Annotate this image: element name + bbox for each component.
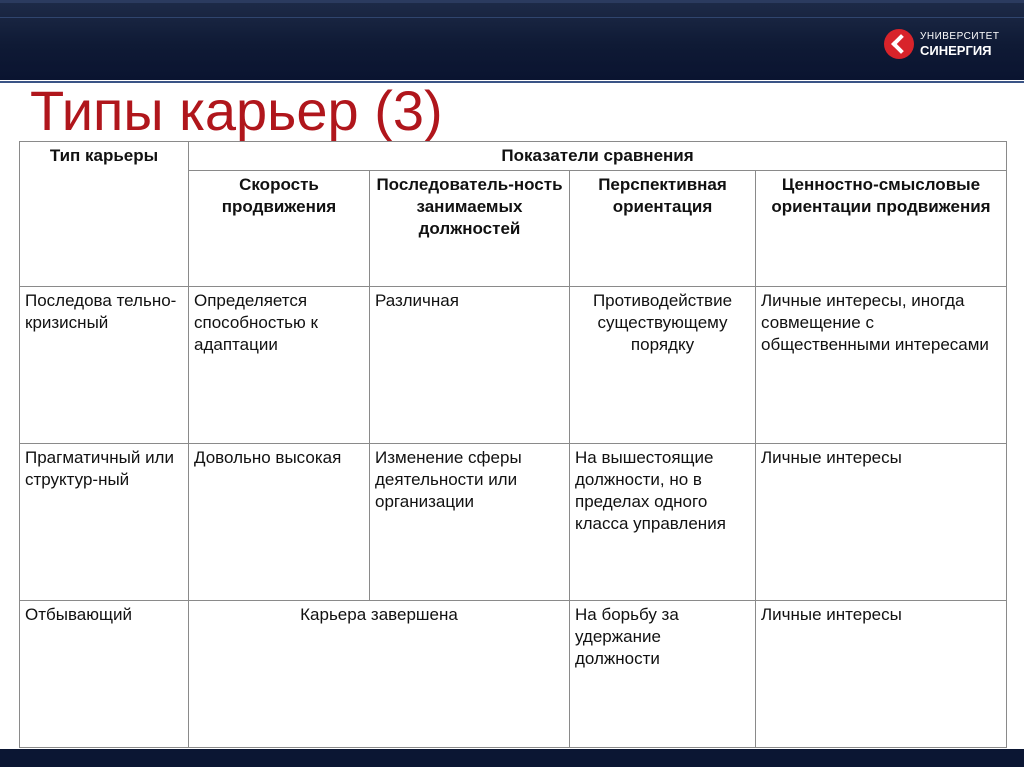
table-header-row bbox=[20, 142, 1007, 171]
cell-values: Личные интересы bbox=[756, 601, 1007, 748]
cell-speed-sequence: Карьера завершена bbox=[189, 601, 570, 748]
cell-type: Отбывающий bbox=[20, 601, 189, 748]
header-speed: Скорость продвижения bbox=[189, 171, 370, 287]
cell-perspective: На борьбу за удержание должности bbox=[570, 601, 756, 748]
cell-sequence: Различная bbox=[370, 287, 570, 444]
cell-values: Личные интересы bbox=[756, 444, 1007, 601]
table-row bbox=[20, 287, 1007, 444]
cell-values: Личные интересы, иногда совмещение с общественными интересами bbox=[756, 287, 1007, 444]
header-values: Ценностно-смысловые ориентации продвижения bbox=[756, 171, 1007, 287]
header-career-type: Тип карьеры bbox=[20, 142, 189, 287]
cell-speed: Довольно высокая bbox=[189, 444, 370, 601]
logo-line2: СИНЕРГИЯ bbox=[920, 42, 992, 58]
header-divider bbox=[0, 17, 1024, 18]
cell-type: Прагматичный или структур-ный bbox=[20, 444, 189, 601]
cell-perspective: На вышестоящие должности, но в пределах одного класса управления bbox=[570, 444, 756, 601]
header-comparison-indicators: Показатели сравнения bbox=[189, 142, 1007, 171]
table-row bbox=[20, 444, 1007, 601]
header-perspective: Перспективная ориентация bbox=[570, 171, 756, 287]
cell-type: Последова тельно-кризисный bbox=[20, 287, 189, 444]
cell-perspective: Противодействие существующему порядку bbox=[570, 287, 756, 444]
career-types-table bbox=[19, 141, 1007, 748]
synergy-logo-icon bbox=[884, 29, 914, 59]
header-sequence: Последователь-ность занимаемых должностей bbox=[370, 171, 570, 287]
logo-text bbox=[920, 32, 999, 57]
table-row bbox=[20, 601, 1007, 748]
slide-title: Типы карьер (3) bbox=[30, 79, 443, 142]
logo-line1: УНИВЕРСИТЕТ bbox=[920, 30, 1000, 42]
header-bar bbox=[0, 0, 1024, 80]
cell-speed: Определяется способностью к адаптации bbox=[189, 287, 370, 444]
cell-sequence: Изменение сферы деятельности или организации bbox=[370, 444, 570, 601]
footer-bar bbox=[0, 749, 1024, 767]
university-logo bbox=[884, 27, 999, 61]
